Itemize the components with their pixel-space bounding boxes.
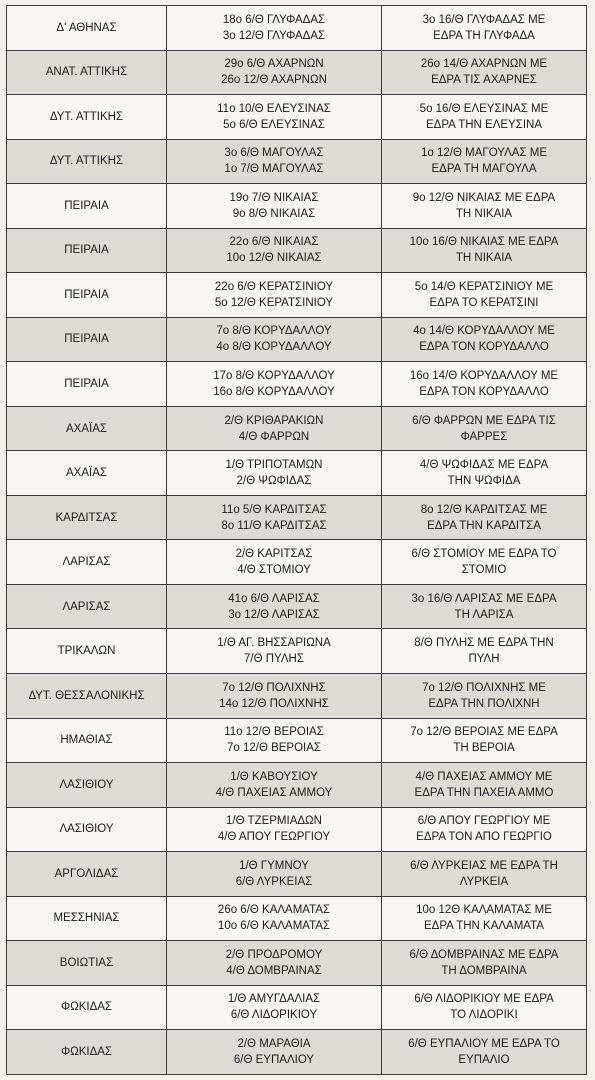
school-name: 29ο 6/Θ ΑΧΑΡΝΩΝ: [224, 58, 324, 71]
school-name: 11ο 10/Θ ΕΛΕΥΣΙΝΑΣ: [217, 102, 331, 115]
merged-school-cell: [382, 852, 587, 897]
table-row: [7, 584, 587, 629]
merging-schools-cell: [167, 273, 382, 318]
region-label: ΛΑΣΙΘΙΟΥ: [59, 823, 114, 836]
table-row: [7, 985, 587, 1030]
school-name: 6/Θ ΛΙΔΟΡΙΚΙΟΥ: [230, 1009, 318, 1022]
merged-school-cell: [382, 1030, 587, 1075]
school-name: 6/Θ ΛΥΡΚΕΙΑΣ: [235, 875, 313, 888]
region-cell: [7, 985, 167, 1030]
school-name: 2/Θ ΜΑΡΑΘΙΑ: [237, 1038, 311, 1051]
school-name: 22ο 6/Θ ΝΙΚΑΙΑΣ: [229, 236, 319, 249]
table-row: [7, 184, 587, 229]
school-name: 1/Θ ΓΥΜΝΟΥ: [239, 859, 309, 872]
school-name: 10ο 12/Θ ΝΙΚΑΙΑΣ: [226, 252, 322, 265]
region-cell: [7, 95, 167, 140]
merged-school-line: 6/Θ ΔΟΜΒΡΑΙΝΑΣ ΜΕ ΕΔΡΑ: [409, 948, 559, 961]
merged-school-cell: [382, 584, 587, 629]
region-cell: [7, 807, 167, 852]
merged-school-line: ΤΗ ΔΟΜΒΡΑΙΝΑ: [441, 964, 527, 977]
merged-school-line: ΤΗ ΛΑΡΙΣΑ: [454, 608, 514, 621]
merged-school-line: 10ο 16/Θ ΝΙΚΑΙΑΣ ΜΕ ΕΔΡΑ: [409, 236, 559, 249]
merging-schools-cell: [167, 540, 382, 585]
school-name: 2/Θ ΚΑΡΙΤΣΑΣ: [235, 548, 313, 561]
merged-school-line: ΤΟ ΛΙΔΟΡΙΚΙ: [450, 1009, 518, 1022]
region-label: ΔΥΤ. ΑΤΤΙΚΗΣ: [49, 155, 124, 168]
merged-school-line: 4/Θ ΠΑΧΕΙΑΣ ΑΜΜΟΥ ΜΕ: [415, 770, 553, 783]
region-cell: [7, 495, 167, 540]
merging-schools-cell: [167, 673, 382, 718]
merged-school-line: 4ο 14/Θ ΚΟΡΥΔΑΛΛΟΥ ΜΕ: [413, 325, 555, 338]
region-cell: [7, 184, 167, 229]
table-row: [7, 362, 587, 407]
school-name: 1ο 7/Θ ΜΑΓΟΥΛΑΣ: [224, 163, 324, 176]
merging-schools-cell: [167, 228, 382, 273]
region-label: ΛΑΡΙΣΑΣ: [62, 600, 111, 613]
table-row: [7, 718, 587, 763]
merged-school-line: 7ο 12/Θ ΒΕΡΟΙΑΣ ΜΕ ΕΔΡΑ: [410, 726, 558, 739]
merged-school-line: 6/Θ ΛΙΔΟΡΙΚΙΟΥ ΜΕ ΕΔΡΑ: [414, 993, 554, 1006]
merging-schools-cell: [167, 50, 382, 95]
merged-school-cell: [382, 451, 587, 496]
region-label: ΦΩΚΙΔΑΣ: [60, 1001, 113, 1014]
region-label: ΗΜΑΘΙΑΣ: [60, 734, 113, 747]
region-label: ΜΕΣΣΗΝΙΑΣ: [53, 912, 120, 925]
merging-schools-cell: [167, 1030, 382, 1075]
school-name: 1/Θ ΤΡΙΠΟΤΑΜΩΝ: [225, 459, 323, 472]
school-merger-table: [6, 5, 587, 1075]
merged-school-line: 5ο 16/Θ ΕΛΕΥΣΙΝΑΣ ΜΕ: [419, 102, 549, 115]
region-cell: [7, 139, 167, 184]
merged-school-line: ΕΔΡΑ ΤΗΝ ΕΛΕΥΣΙΝΑ: [426, 118, 542, 131]
region-label: ΑΡΓΟΛΙΔΑΣ: [54, 867, 119, 880]
region-label: ΑΝΑΤ. ΑΤΤΙΚΗΣ: [45, 66, 128, 79]
table-row: [7, 673, 587, 718]
school-name: 41ο 6/Θ ΛΑΡΙΣΑΣ: [228, 592, 320, 605]
merged-school-line: ΕΔΡΑ ΤΗ ΜΑΓΟΥΛΑ: [431, 163, 537, 176]
merged-school-line: ΕΔΡΑ ΤΟ ΚΕΡΑΤΣΙΝΙ: [429, 296, 539, 309]
table-row: [7, 317, 587, 362]
merged-school-cell: [382, 317, 587, 362]
school-name: 4ο 8/Θ ΚΟΡΥΔΑΛΛΟΥ: [216, 341, 332, 354]
school-name: 7/Θ ΠΥΛΗΣ: [244, 653, 304, 666]
merging-schools-cell: [167, 6, 382, 51]
table-row: [7, 896, 587, 941]
merging-schools-cell: [167, 451, 382, 496]
merged-school-line: ΤΗ ΝΙΚΑΙΑ: [455, 252, 513, 265]
region-cell: [7, 763, 167, 808]
school-name: 1/Θ ΑΜΥΓΔΑΛΙΑΣ: [227, 993, 321, 1006]
table-row: [7, 1030, 587, 1075]
merging-schools-cell: [167, 852, 382, 897]
region-label: Δ' ΑΘΗΝΑΣ: [56, 21, 117, 34]
table-row: [7, 406, 587, 451]
merging-schools-cell: [167, 896, 382, 941]
region-label: ΠΕΙΡΑΙΑ: [64, 199, 109, 212]
school-name: 26ο 6/Θ ΚΑΛΑΜΑΤΑΣ: [217, 904, 331, 917]
table-row: [7, 941, 587, 986]
table-row: [7, 540, 587, 585]
table-row: [7, 50, 587, 95]
region-label: ΛΑΣΙΘΙΟΥ: [59, 778, 114, 791]
school-name: 3ο 6/Θ ΜΑΓΟΥΛΑΣ: [224, 147, 324, 160]
region-cell: [7, 50, 167, 95]
merged-school-line: ΕΔΡΑ ΤΙΣ ΑΧΑΡΝΕΣ: [431, 74, 537, 87]
school-name: 17ο 8/Θ ΚΟΡΥΔΑΛΛΟΥ: [213, 370, 335, 383]
merged-school-cell: [382, 406, 587, 451]
merged-school-line: ΕΔΡΑ ΤΟΝ ΚΟΡΥΔΑΛΛΟ: [419, 341, 549, 354]
region-label: ΠΕΙΡΑΙΑ: [64, 288, 109, 301]
merged-school-line: 5ο 14/Θ ΚΕΡΑΤΣΙΝΙΟΥ ΜΕ: [414, 280, 554, 293]
region-label: ΒΟΙΩΤΙΑΣ: [59, 956, 114, 969]
table-row: [7, 95, 587, 140]
merged-school-cell: [382, 95, 587, 140]
merging-schools-cell: [167, 362, 382, 407]
merged-school-cell: [382, 50, 587, 95]
school-name: 11ο 12/Θ ΒΕΡΟΙΑΣ: [224, 726, 324, 739]
school-name: 3ο 12/Θ ΓΛΥΦΑΔΑΣ: [222, 29, 326, 42]
school-name: 1/Θ ΑΓ. ΒΗΣΣΑΡΙΩΝΑ: [217, 637, 331, 650]
table-row: [7, 228, 587, 273]
region-cell: [7, 228, 167, 273]
school-name: 3ο 12/Θ ΛΑΡΙΣΑΣ: [228, 608, 320, 621]
school-name: 4/Θ ΦΑΡΡΩΝ: [238, 430, 310, 443]
school-name: 2/Θ ΚΡΙΘΑΡΑΚΙΩΝ: [224, 414, 324, 427]
region-cell: [7, 6, 167, 51]
merged-school-cell: [382, 273, 587, 318]
merged-school-line: 6/Θ ΦΑΡΡΩΝ ΜΕ ΕΔΡΑ ΤΙΣ: [412, 414, 556, 427]
region-label: ΤΡΙΚΑΛΩΝ: [57, 645, 116, 658]
merged-school-line: ΕΔΡΑ ΤΗΝ ΚΑΡΔΙΤΣΑ: [427, 519, 541, 532]
merged-school-line: ΕΔΡΑ ΤΗΝ ΠΟΛΙΧΝΗ: [428, 697, 540, 710]
merged-school-cell: [382, 495, 587, 540]
school-name: 4/Θ ΑΠΟΥ ΓΕΩΡΓΙΟΥ: [217, 831, 331, 844]
merging-schools-cell: [167, 941, 382, 986]
merged-school-line: ΕΔΡΑ ΤΟΝ ΚΟΡΥΔΑΛΛΟ: [419, 386, 549, 399]
school-name: 10ο 6/Θ ΚΑΛΑΜΑΤΑΣ: [217, 920, 331, 933]
region-cell: [7, 584, 167, 629]
region-label: ΦΩΚΙΔΑΣ: [60, 1046, 113, 1059]
merged-school-line: 6/Θ ΣΤΟΜΙΟΥ ΜΕ ΕΔΡΑ ΤΟ: [411, 548, 557, 561]
school-name: 7ο 12/Θ ΠΟΛΙΧΝΗΣ: [222, 681, 326, 694]
table-row: [7, 273, 587, 318]
table-row: [7, 807, 587, 852]
merging-schools-cell: [167, 985, 382, 1030]
merged-school-line: ΤΗ ΝΙΚΑΙΑ: [455, 207, 513, 220]
merged-school-line: 8ο 12/Θ ΚΑΡΔΙΤΣΑΣ ΜΕ: [420, 503, 548, 516]
school-name: 26ο 12/Θ ΑΧΑΡΝΩΝ: [221, 74, 327, 87]
merged-school-line: ΠΥΛΗ: [468, 653, 500, 666]
merged-school-cell: [382, 763, 587, 808]
merging-schools-cell: [167, 807, 382, 852]
table-row: [7, 852, 587, 897]
merged-school-line: ΕΔΡΑ ΤΗ ΓΛΥΦΑΔΑ: [433, 29, 535, 42]
merging-schools-cell: [167, 406, 382, 451]
region-cell: [7, 317, 167, 362]
merged-school-line: 6/Θ ΛΥΡΚΕΙΑΣ ΜΕ ΕΔΡΑ ΤΗ: [410, 859, 558, 872]
merged-school-line: ΦΑΡΡΕΣ: [460, 430, 508, 443]
merged-school-cell: [382, 896, 587, 941]
table-row: [7, 763, 587, 808]
table-row: [7, 451, 587, 496]
merged-school-line: 3ο 16/Θ ΓΛΥΦΑΔΑΣ ΜΕ: [422, 13, 546, 26]
region-cell: [7, 673, 167, 718]
region-cell: [7, 1030, 167, 1075]
merged-school-cell: [382, 362, 587, 407]
region-label: ΚΑΡΔΙΤΣΑΣ: [55, 511, 118, 524]
merged-school-cell: [382, 6, 587, 51]
merging-schools-cell: [167, 139, 382, 184]
school-name: 4/Θ ΣΤΟΜΙΟΥ: [237, 564, 311, 577]
region-cell: [7, 629, 167, 674]
merged-school-line: 1ο 12/Θ ΜΑΓΟΥΛΑΣ ΜΕ: [421, 147, 547, 160]
table-row: [7, 6, 587, 51]
merged-school-line: 6/Θ ΑΠΟΥ ΓΕΩΡΓΙΟΥ ΜΕ: [417, 815, 551, 828]
school-name: 8ο 11/Θ ΚΑΡΔΙΤΣΑΣ: [221, 519, 327, 532]
merging-schools-cell: [167, 584, 382, 629]
merged-school-cell: [382, 228, 587, 273]
school-name: 4/Θ ΠΑΧΕΙΑΣ ΑΜΜΟΥ: [215, 786, 333, 799]
region-label: ΠΕΙΡΑΙΑ: [64, 378, 109, 391]
region-cell: [7, 273, 167, 318]
merging-schools-cell: [167, 317, 382, 362]
school-name: 19ο 7/Θ ΝΙΚΑΙΑΣ: [229, 191, 319, 204]
merged-school-line: 8/Θ ΠΥΛΗΣ ΜΕ ΕΔΡΑ ΤΗΝ: [414, 637, 554, 650]
region-label: ΔΥΤ. ΘΕΣΣΑΛΟΝΙΚΗΣ: [28, 689, 145, 702]
region-label: ΑΧΑΪΑΣ: [66, 467, 107, 480]
merged-school-line: ΣΤΟΜΙΟ: [461, 564, 507, 577]
merged-school-line: 6/Θ ΕΥΠΑΛΙΟΥ ΜΕ ΕΔΡΑ ΤΟ: [408, 1038, 560, 1051]
merging-schools-cell: [167, 495, 382, 540]
region-cell: [7, 941, 167, 986]
merged-school-line: 7ο 12/Θ ΠΟΛΙΧΝΗΣ ΜΕ: [422, 681, 546, 694]
merged-school-line: 10ο 12Θ ΚΑΛΑΜΑΤΑΣ ΜΕ: [416, 904, 552, 917]
school-name: 5ο 12/Θ ΚΕΡΑΤΣΙΝΙΟΥ: [214, 296, 334, 309]
school-name: 5ο 6/Θ ΕΛΕΥΣΙΝΑΣ: [223, 118, 325, 131]
school-name: 7ο 12/Θ ΒΕΡΟΙΑΣ: [226, 742, 322, 755]
merged-school-line: ΤΗ ΒΕΡΟΙΑ: [453, 742, 515, 755]
merged-school-cell: [382, 540, 587, 585]
merged-school-line: 9ο 12/Θ ΝΙΚΑΙΑΣ ΜΕ ΕΔΡΑ: [412, 191, 556, 204]
merging-schools-cell: [167, 95, 382, 140]
table-row: [7, 139, 587, 184]
table-row: [7, 495, 587, 540]
region-label: ΛΑΡΙΣΑΣ: [62, 556, 111, 569]
region-cell: [7, 362, 167, 407]
school-name: 14ο 12/Θ ΠΟΛΙΧΝΗΣ: [219, 697, 329, 710]
merged-school-line: ΤΗΝ ΨΩΦΙΔΑ: [447, 475, 521, 488]
region-cell: [7, 540, 167, 585]
table-body: [7, 6, 587, 1075]
school-name: 6/Θ ΕΥΠΑΛΙΟΥ: [233, 1054, 315, 1067]
region-label: ΠΕΙΡΑΙΑ: [64, 244, 109, 257]
region-cell: [7, 852, 167, 897]
merged-school-line: 16ο 14/Θ ΚΟΡΥΔΑΛΛΟΥ ΜΕ: [409, 370, 559, 383]
region-label: ΠΕΙΡΑΙΑ: [64, 333, 109, 346]
school-name: 22ο 6/Θ ΚΕΡΑΤΣΙΝΙΟΥ: [214, 280, 334, 293]
region-label: ΔΥΤ. ΑΤΤΙΚΗΣ: [49, 110, 124, 123]
merged-school-cell: [382, 807, 587, 852]
school-name: 9ο 8/Θ ΝΙΚΑΙΑΣ: [232, 207, 316, 220]
merged-school-cell: [382, 184, 587, 229]
merging-schools-cell: [167, 184, 382, 229]
merged-school-line: ΕΔΡΑ ΤΗΝ ΚΑΛΑΜΑΤΑ: [424, 920, 544, 933]
region-cell: [7, 451, 167, 496]
school-name: 2/Θ ΨΩΦΙΔΑΣ: [236, 475, 312, 488]
region-cell: [7, 406, 167, 451]
merged-school-cell: [382, 941, 587, 986]
school-name: 18ο 6/Θ ΓΛΥΦΑΔΑΣ: [222, 13, 326, 26]
school-name: 16ο 8/Θ ΚΟΡΥΔΑΛΛΟΥ: [213, 386, 335, 399]
merged-school-cell: [382, 139, 587, 184]
region-label: ΑΧΑΪΑΣ: [66, 422, 107, 435]
merged-school-line: ΛΥΡΚΕΙΑ: [459, 875, 509, 888]
merging-schools-cell: [167, 763, 382, 808]
school-name: 4/Θ ΔΟΜΒΡΑΙΝΑΣ: [226, 964, 322, 977]
region-cell: [7, 896, 167, 941]
table-row: [7, 629, 587, 674]
school-name: 1/Θ ΤΖΕΡΜΙΑΔΩΝ: [226, 815, 322, 828]
merged-school-cell: [382, 673, 587, 718]
merged-school-cell: [382, 985, 587, 1030]
merged-school-line: 4/Θ ΨΩΦΙΔΑΣ ΜΕ ΕΔΡΑ: [419, 459, 549, 472]
merging-schools-cell: [167, 718, 382, 763]
merged-school-cell: [382, 718, 587, 763]
region-cell: [7, 718, 167, 763]
merged-school-cell: [382, 629, 587, 674]
school-name: 7ο 8/Θ ΚΟΡΥΔΑΛΛΟΥ: [216, 325, 332, 338]
school-name: 11ο 5/Θ ΚΑΡΔΙΤΣΑΣ: [221, 503, 327, 516]
merging-schools-cell: [167, 629, 382, 674]
school-name: 2/Θ ΠΡΟΔΡΟΜΟΥ: [225, 948, 323, 961]
merged-school-line: ΕΔΡΑ ΤΗΝ ΠΑΧΕΙΑ ΑΜΜΟ: [414, 786, 554, 799]
merged-school-line: 26ο 14/Θ ΑΧΑΡΝΩΝ ΜΕ: [420, 58, 548, 71]
school-name: 1/Θ ΚΑΒΟΥΣΙΟΥ: [230, 770, 318, 783]
merged-school-line: ΕΥΠΑΛΙΟ: [458, 1054, 510, 1067]
merged-school-line: ΕΔΡΑ ΤΟΝ ΑΠΟ ΓΕΩΡΓΙΟ: [416, 831, 552, 844]
merged-school-line: 3ο 16/Θ ΛΑΡΙΣΑΣ ΜΕ ΕΔΡΑ: [411, 592, 557, 605]
